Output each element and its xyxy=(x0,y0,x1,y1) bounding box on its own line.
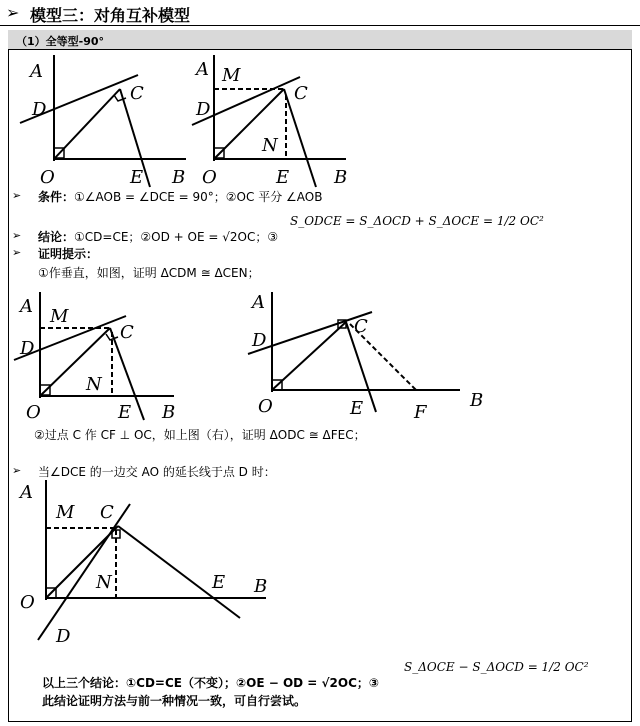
fig3-label-c: C xyxy=(120,322,134,343)
fig5-label-d: D xyxy=(56,626,71,647)
title-arrow-icon: ➢ xyxy=(6,3,20,22)
condition-arrow-icon: ➢ xyxy=(12,189,22,202)
fig5-label-a: A xyxy=(20,482,33,503)
fig4-label-b: B xyxy=(470,390,484,411)
proof-step-1: ①作垂直，如图，证明 ΔCDM ≅ ΔCEN； xyxy=(38,266,260,280)
summary-line-2: 此结论证明方法与前一种情况一致，可自行尝试。 xyxy=(42,694,307,708)
fig1-label-b: B xyxy=(172,167,186,188)
fig1-label-o: O xyxy=(40,167,55,188)
case-d-ext-text: 当∠DCE 的一边交 AO 的延长线于点 D 时： xyxy=(38,465,276,479)
figure-1 xyxy=(10,55,200,190)
fig3-label-d: D xyxy=(20,338,35,359)
proof-arrow-icon: ➢ xyxy=(12,246,22,259)
figure-4 xyxy=(246,292,496,427)
fig2-label-d: D xyxy=(196,99,211,120)
fig4-label-o: O xyxy=(258,396,273,417)
area-formula-1: S_ODCE = S_ΔOCD + S_ΔOCE = 1/2 OC² xyxy=(290,214,544,228)
fig2-label-b: B xyxy=(334,167,348,188)
figure-5 xyxy=(14,480,284,650)
fig3-label-m: M xyxy=(50,306,69,327)
fig5-label-o: O xyxy=(20,592,35,613)
fig3-label-o: O xyxy=(26,402,41,423)
condition-label: 条件： xyxy=(38,190,75,204)
proof-step-2: ②过点 C 作 CF ⊥ OC，如上图（右），证明 ΔODC ≅ ΔFEC； xyxy=(34,428,366,442)
fig2-label-c: C xyxy=(294,83,308,104)
summary-line-1: 以上三个结论：①CD=CE（不变）；②OE − OD = √2OC；③ xyxy=(42,676,380,690)
fig5-label-b: B xyxy=(254,576,268,597)
fig3-label-a: A xyxy=(20,296,33,317)
section-title xyxy=(0,0,640,26)
fig1-label-e: E xyxy=(130,167,144,188)
conclusion-arrow-icon: ➢ xyxy=(12,229,22,242)
figure-3 xyxy=(14,292,204,427)
fig1-label-d: D xyxy=(32,99,47,120)
fig5-label-n: N xyxy=(96,572,112,593)
fig4-label-d: D xyxy=(252,330,267,351)
fig2-label-a: A xyxy=(196,59,209,80)
fig2-label-n: N xyxy=(262,135,278,156)
fig4-label-e: E xyxy=(350,398,364,419)
fig5-label-e: E xyxy=(212,572,226,593)
fig5-label-c: C xyxy=(100,502,114,523)
fig4-label-a: A xyxy=(252,292,265,313)
title-rule xyxy=(0,25,640,26)
fig4-label-c: C xyxy=(354,316,368,337)
proof-hint-label: 证明提示： xyxy=(38,247,99,261)
fig1-label-a: A xyxy=(30,61,43,82)
fig3-label-b: B xyxy=(162,402,176,423)
fig2-label-o: O xyxy=(202,167,217,188)
conclusion-text: ①CD=CE；②OD + OE = √2OC；③ xyxy=(74,230,279,244)
subtitle: （1）全等型-90° xyxy=(8,30,632,50)
fig2-label-e: E xyxy=(276,167,290,188)
fig1-label-c: C xyxy=(130,83,144,104)
case-arrow-icon: ➢ xyxy=(12,464,22,477)
fig3-label-e: E xyxy=(118,402,132,423)
conclusion-label: 结论： xyxy=(38,230,75,244)
title-text: 模型三：对角互补模型 xyxy=(30,6,191,25)
fig3-label-n: N xyxy=(86,374,102,395)
fig5-label-m: M xyxy=(56,502,75,523)
fig2-label-m: M xyxy=(222,65,241,86)
fig4-label-f: F xyxy=(414,402,427,423)
area-formula-2: S_ΔOCE − S_ΔOCD = 1/2 OC² xyxy=(404,660,589,674)
figure-2 xyxy=(190,55,360,190)
condition-text: ①∠AOB = ∠DCE = 90°；②OC 平分 ∠AOB xyxy=(74,190,323,204)
